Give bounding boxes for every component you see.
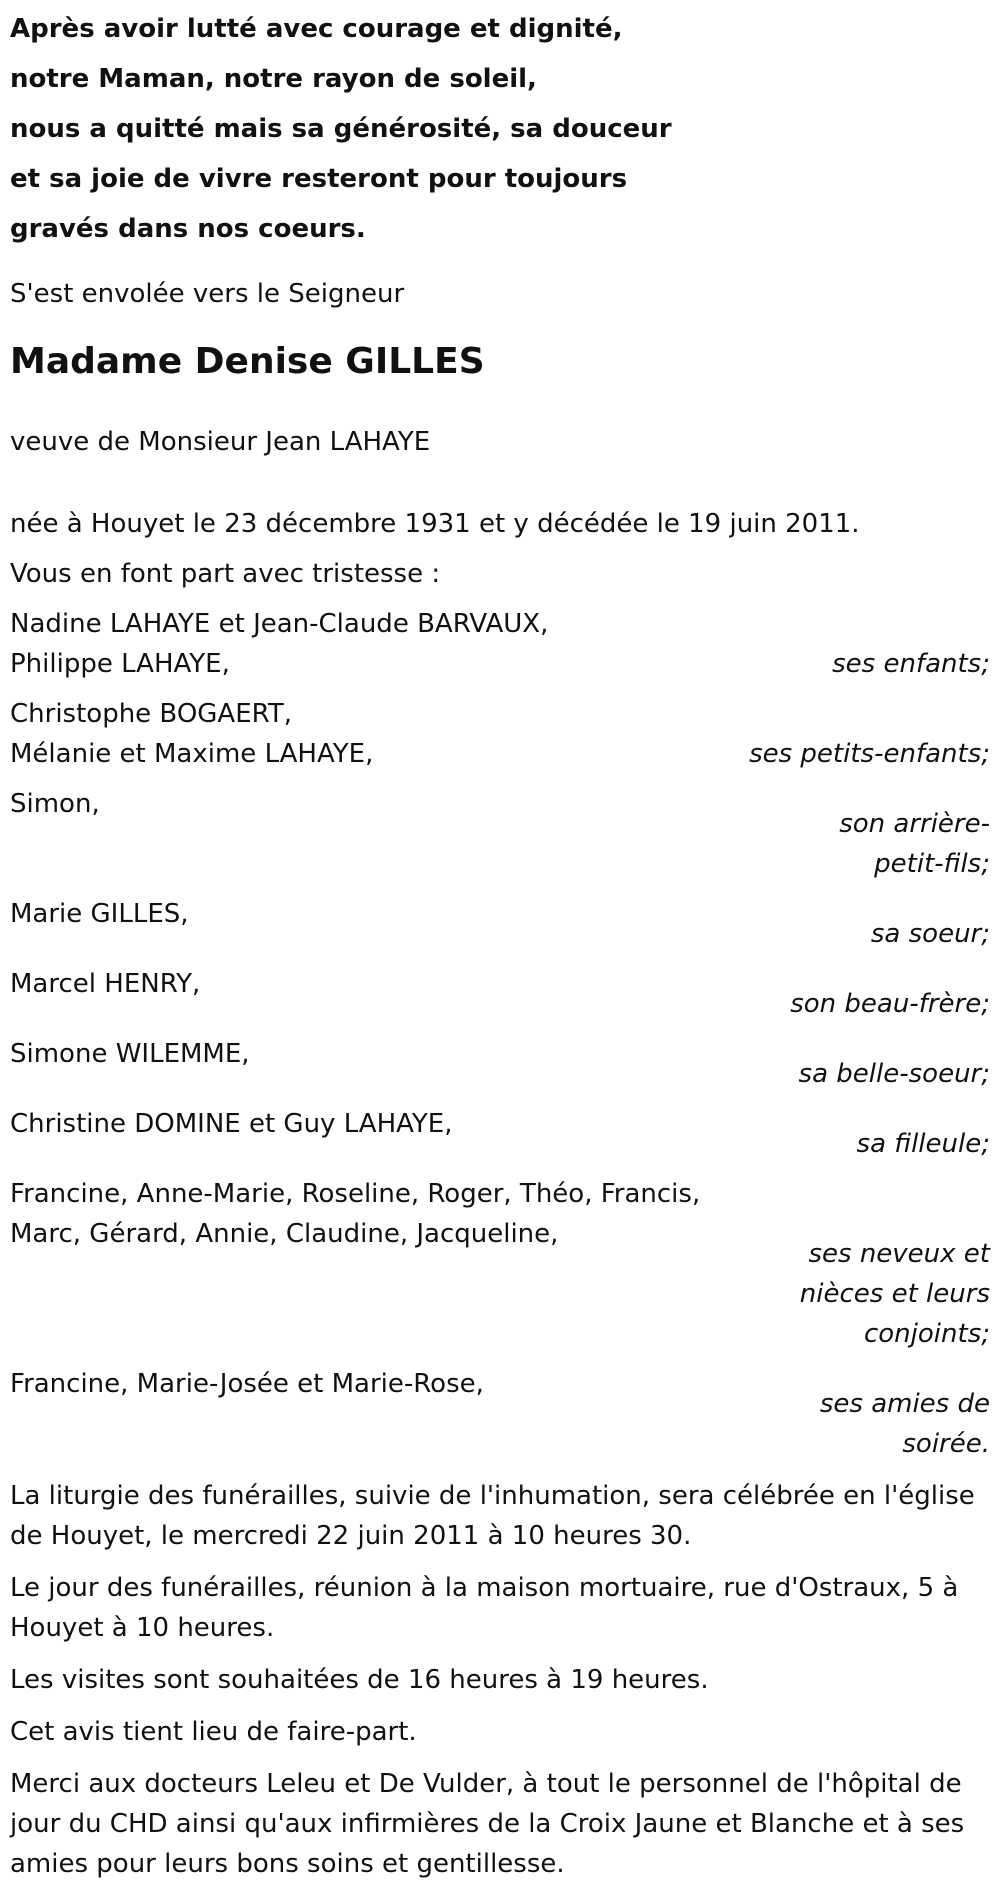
family-group-brother-in-law [10,964,990,1024]
deceased-name: Madame Denise GILLES [10,341,485,382]
family-names [10,694,373,774]
intro-line: notre Maman, notre rayon de soleil, [10,64,537,94]
family-name-line: Francine, Anne-Marie, Roseline, Roger, Théo, Francis, [10,1179,701,1209]
widow-text: veuve de Monsieur Jean LAHAYE [10,427,431,457]
family-name-line: Philippe LAHAYE, [10,649,230,679]
announce-text: Vous en font part avec tristesse : [10,559,441,589]
family-relation: son arrière- petit-fils; [839,809,990,879]
family-names [10,1104,452,1144]
family-name-line: Mélanie et Maxime LAHAYE, [10,739,374,769]
funeral-liturgy-text: La liturgie des funérailles, suivie de l'inhumation, sera célébrée en l'église de Houyet, le mercredi 22 juin 2011 à 10 heures 30. [10,1481,975,1551]
family-group-sister [10,894,990,954]
family-names [10,1174,700,1254]
family-list [10,604,990,1464]
family-group-grandchildren [10,694,990,774]
envolee-text: S'est envolée vers le Seigneur [10,279,405,309]
family-relation: sa belle-soeur; [798,1059,990,1089]
intro-line: nous a quitté mais sa générosité, sa douceur [10,114,672,144]
funeral-meeting-text: Le jour des funérailles, réunion à la maison mortuaire, rue d'Ostraux, 5 à Houyet à 10 heures. [10,1573,959,1643]
family-names [10,604,548,684]
family-group-sister-in-law [10,1034,990,1094]
family-relation: sa soeur; [870,919,990,949]
family-group-friends [10,1364,990,1464]
family-names [10,1364,484,1404]
family-group-great-grandson [10,784,990,884]
family-group-nephews-nieces [10,1174,990,1354]
family-names [10,964,200,1004]
family-name-line: Nadine LAHAYE et Jean-Claude BARVAUX, [10,609,549,639]
family-name-line: Simon, [10,789,100,819]
intro-poem [10,0,990,254]
family-name-line: Marie GILLES, [10,899,189,929]
family-names [10,784,100,824]
thanks-text: Merci aux docteurs Leleu et De Vulder, à tout le personnel de l'hôpital de jour du CHD ainsi qu'aux infirmières de la Croix Jaune et Blanche et à ses amies pour leurs bons soins et gentillesse. [10,1769,965,1879]
family-relation: ses enfants; [832,649,990,679]
intro-line: gravés dans nos coeurs. [10,214,366,244]
family-relation: ses amies de soirée. [819,1389,990,1459]
family-group-children [10,604,990,684]
family-name-line: Christophe BOGAERT, [10,699,292,729]
family-name-line: Christine DOMINE et Guy LAHAYE, [10,1109,453,1139]
family-name-line: Simone WILEMME, [10,1039,250,1069]
family-relation: ses petits-enfants; [749,739,990,769]
family-relation: sa filleule; [856,1129,990,1159]
visiting-hours-text: Les visites sont souhaitées de 16 heures à 19 heures. [10,1665,709,1695]
intro-line: et sa joie de vivre resteront pour toujours [10,164,628,194]
family-names [10,1034,250,1074]
family-group-goddaughter [10,1104,990,1164]
family-relation: ses neveux et nièces et leurs conjoints; [799,1239,990,1349]
family-name-line: Francine, Marie-Josée et Marie-Rose, [10,1369,484,1399]
notice-text: Cet avis tient lieu de faire-part. [10,1717,417,1747]
intro-line: Après avoir lutté avec courage et dignité, [10,14,623,44]
family-name-line: Marc, Gérard, Annie, Claudine, Jacqueline, [10,1219,559,1249]
family-names [10,894,189,934]
family-relation: son beau-frère; [790,989,990,1019]
family-name-line: Marcel HENRY, [10,969,201,999]
birth-death-text: née à Houyet le 23 décembre 1931 et y décédée le 19 juin 2011. [10,509,860,539]
